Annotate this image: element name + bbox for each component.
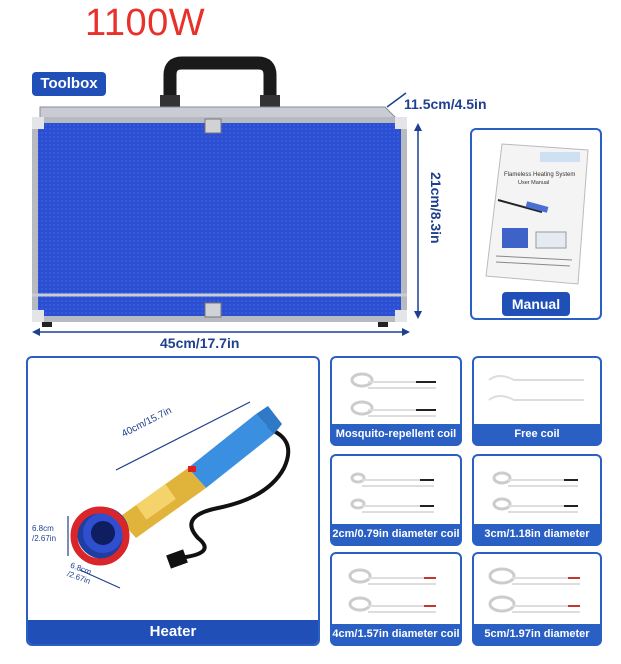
toolbox-image — [20, 55, 450, 345]
free-coil-image — [484, 372, 594, 412]
manual-panel — [470, 128, 602, 320]
coil-2cm-image — [344, 464, 444, 524]
coil-4cm-image — [344, 562, 444, 624]
heater-label: Heater — [28, 620, 318, 644]
coil-panel-2cm — [330, 454, 462, 546]
coil-panel-free — [472, 356, 602, 446]
manual-booklet-image — [482, 138, 592, 288]
manual-label: Manual — [502, 292, 570, 316]
coil-label-4cm: 4cm/1.57in diameter coil — [332, 624, 460, 644]
coil-label-mosquito: Mosquito-repellent coil — [332, 424, 460, 444]
heater-diameter-b-dimension: 6.8cm /2.67in — [65, 560, 93, 586]
toolbox-depth-dimension: 11.5cm/4.5in — [404, 96, 487, 112]
coil-panel-5cm — [472, 552, 602, 660]
coil-label-5cm: 5cm/1.97in diameter coil — [474, 624, 600, 644]
coil-panel-mosquito — [330, 356, 462, 446]
mosquito-coil-image — [346, 364, 446, 424]
heater-length-dimension: 40cm/15.7in — [120, 405, 174, 440]
coil-label-free: Free coil — [474, 424, 600, 444]
manual-doc-subtitle: User Manual — [518, 180, 550, 186]
toolbox-height-dimension: 21cm/8.3in — [428, 172, 444, 244]
manual-doc-title: Flameless Heating System — [504, 172, 576, 178]
product-power-title: 1100W — [85, 2, 206, 44]
toolbox-label: Toolbox — [32, 72, 106, 96]
heater-diameter-a-dimension: 6.8cm /2.67in — [32, 524, 57, 543]
toolbox-width-dimension: 45cm/17.7in — [160, 335, 240, 351]
coil-panel-3cm — [472, 454, 602, 546]
coil-label-2cm: 2cm/0.79in diameter coil — [332, 524, 460, 544]
coil-label-3cm: 3cm/1.18in diameter — [474, 524, 600, 544]
heater-panel — [26, 356, 320, 646]
coil-3cm-image — [486, 464, 586, 524]
coil-panel-4cm — [330, 552, 462, 646]
coil-5cm-image — [484, 562, 588, 624]
